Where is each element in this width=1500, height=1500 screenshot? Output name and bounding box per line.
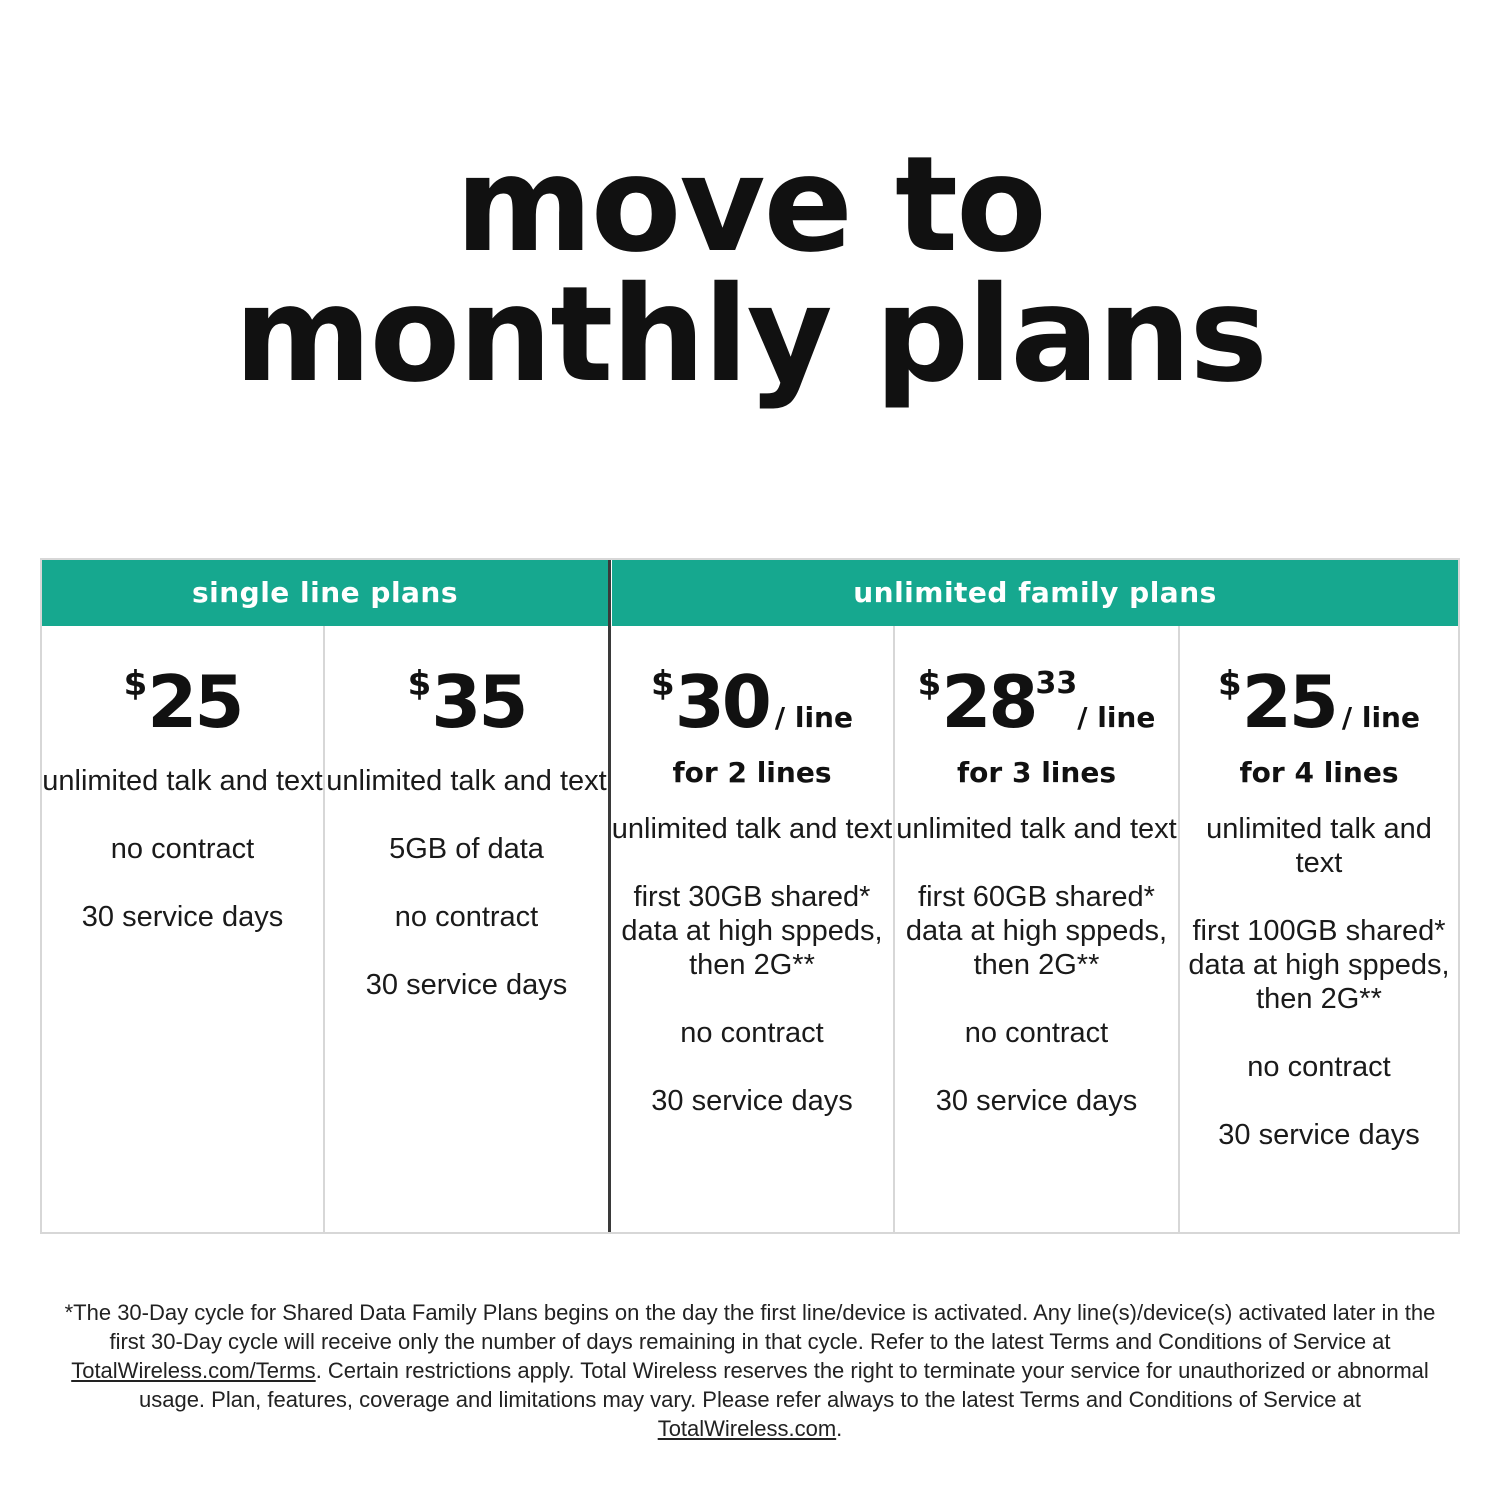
price-currency: $ [1218, 664, 1242, 704]
price-amount: 25 [147, 660, 242, 744]
plan-feature: no contract [394, 901, 539, 933]
legal-disclaimer [60, 1298, 1440, 1443]
plan-card-2-lines [611, 626, 893, 1232]
plan-feature: first 30GB shared* data at high sppeds, then 2G** [621, 881, 883, 981]
plan-feature: 30 service days [365, 969, 568, 1001]
plan-feature: 30 service days [1218, 1119, 1420, 1151]
plan-feature: no contract [680, 1017, 824, 1049]
price-currency: $ [651, 664, 675, 704]
plan-feature: unlimited talk and text [611, 813, 893, 845]
plan-lines-count: for 2 lines [672, 756, 832, 789]
price-currency: $ [917, 664, 942, 704]
plan-feature: no contract [110, 833, 255, 865]
plan-feature: no contract [964, 1017, 1109, 1049]
price-per-line: / line [1077, 701, 1156, 734]
plan-feature: unlimited talk and text [326, 765, 607, 797]
price-amount: 28 [941, 660, 1036, 744]
plan-price [611, 660, 893, 744]
plan-card-3-lines [895, 626, 1178, 1232]
single-line-plans-header: single line plans [42, 560, 608, 626]
plan-price [42, 660, 323, 744]
plan-feature: 30 service days [651, 1085, 853, 1117]
page-title [0, 128, 1500, 412]
plan-price [325, 660, 608, 744]
disclaimer-text: *The 30-Day cycle for Shared Data Family Plans begins on the day the first line/device is activated. Any line(s)/device(s) activated later in the first 30-Day cycle will receive only the number of days remaining in that cycle. Refer to the latest Terms and Conditions of Service at [64, 1300, 1436, 1354]
plan-card-35 [325, 626, 608, 1232]
plan-price [895, 660, 1178, 744]
price-per-line: / line [774, 701, 853, 734]
price-amount: 30 [674, 660, 769, 744]
plan-feature: unlimited talk and text [896, 813, 1177, 845]
price-cents: 33 [1035, 666, 1078, 701]
plan-card-25 [42, 626, 323, 1232]
unlimited-family-plans-header: unlimited family plans [612, 560, 1458, 626]
plan-feature: unlimited talk and text [42, 765, 323, 797]
plan-feature: no contract [1247, 1051, 1391, 1083]
plan-feature: 5GB of data [389, 833, 544, 865]
disclaimer-text: . [836, 1416, 843, 1441]
price-currency: $ [407, 664, 432, 704]
price-amount: 35 [431, 660, 526, 744]
plan-lines-count: for 3 lines [957, 756, 1116, 789]
plan-lines-count: for 4 lines [1239, 756, 1399, 789]
totalwireless-link[interactable]: TotalWireless.com [657, 1416, 837, 1441]
price-currency: $ [123, 664, 148, 704]
plan-feature: 30 service days [81, 901, 284, 933]
plan-price [1180, 660, 1458, 744]
plan-feature: unlimited talk and text [1206, 813, 1432, 879]
plan-feature: first 60GB shared* data at high sppeds, then 2G** [905, 881, 1168, 981]
title-line-2: monthly plans [234, 258, 1266, 412]
price-per-line: / line [1341, 701, 1420, 734]
plan-feature: 30 service days [935, 1085, 1138, 1117]
price-amount: 25 [1241, 660, 1336, 744]
terms-link[interactable]: TotalWireless.com/Terms [71, 1358, 316, 1383]
plans-table [40, 558, 1460, 1234]
title-line-1: move to [455, 128, 1045, 282]
plan-feature: first 100GB shared* data at high sppeds, then 2G** [1188, 915, 1450, 1015]
disclaimer-text: . Certain restrictions apply. Total Wireless reserves the right to terminate your service for unauthorized or abnormal usage. Plan, features, coverage and limitations may vary. Please refer always to the latest Terms and Conditions of Service at [138, 1358, 1429, 1412]
plan-card-4-lines [1180, 626, 1458, 1232]
